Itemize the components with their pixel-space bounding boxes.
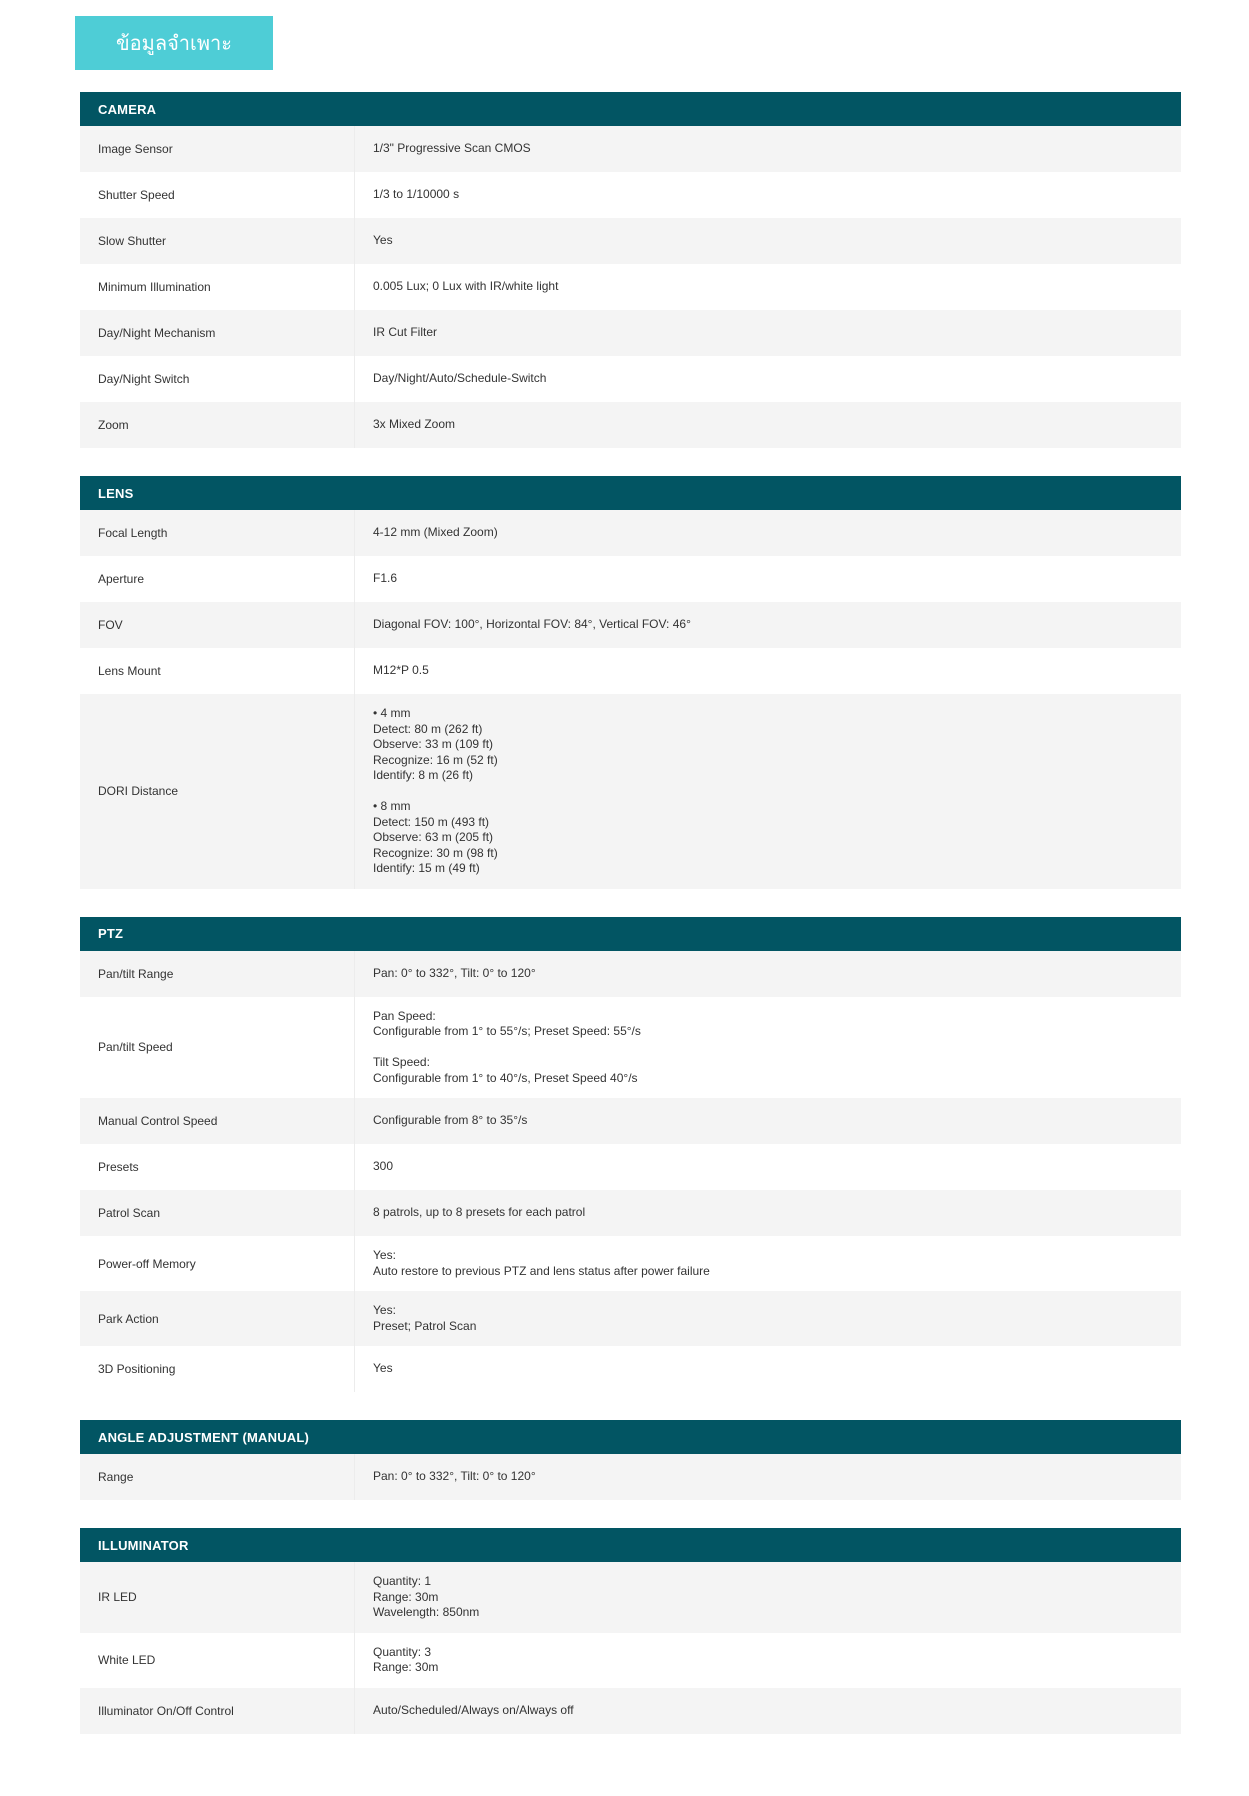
spec-label: Park Action	[80, 1291, 355, 1346]
spec-value-line: Range: 30m	[373, 1660, 439, 1674]
spec-row	[80, 556, 1181, 602]
spec-value-line: Configurable from 8° to 35°/s	[373, 1113, 528, 1128]
spec-label: Focal Length	[80, 510, 355, 556]
spec-value	[355, 218, 1181, 264]
spec-row	[80, 1236, 1181, 1291]
spec-label: White LED	[80, 1633, 355, 1688]
spec-label: Pan/tilt Speed	[80, 997, 355, 1099]
spec-row	[80, 356, 1181, 402]
spec-value-line: Configurable from 1° to 55°/s; Preset Speed: 55°/s	[373, 1024, 641, 1038]
spec-value	[355, 264, 1181, 310]
spec-label: Illuminator On/Off Control	[80, 1688, 355, 1734]
spec-row	[80, 1291, 1181, 1346]
spec-row	[80, 602, 1181, 648]
spec-row	[80, 264, 1181, 310]
spec-label: Presets	[80, 1144, 355, 1190]
spec-value-line: Day/Night/Auto/Schedule-Switch	[373, 371, 547, 386]
spec-value-line: Observe: 63 m (205 ft)	[373, 830, 494, 844]
spec-value	[355, 1633, 1181, 1688]
spec-value-line: M12*P 0.5	[373, 663, 429, 678]
spec-value	[355, 310, 1181, 356]
spec-label: IR LED	[80, 1562, 355, 1633]
spec-tab-label: ข้อมูลจำเพาะ	[115, 31, 233, 55]
spec-label: Image Sensor	[80, 126, 355, 172]
spec-value	[355, 1236, 1181, 1291]
spec-row	[80, 510, 1181, 556]
spec-value	[355, 356, 1181, 402]
spec-section	[80, 917, 1181, 1393]
spec-value-line: Yes	[373, 1361, 393, 1376]
spec-label: Patrol Scan	[80, 1190, 355, 1236]
spec-value-line: Identify: 8 m (26 ft)	[373, 768, 474, 782]
spec-label: Aperture	[80, 556, 355, 602]
spec-value	[355, 1098, 1181, 1144]
spec-value	[355, 172, 1181, 218]
spec-row	[80, 1688, 1181, 1734]
spec-value	[355, 1144, 1181, 1190]
spec-value-line: Auto restore to previous PTZ and lens status after power failure	[373, 1263, 710, 1278]
spec-value	[355, 1562, 1181, 1633]
spec-value-line: 0.005 Lux; 0 Lux with IR/white light	[373, 279, 559, 294]
spec-label: Power-off Memory	[80, 1236, 355, 1291]
spec-value-line: 1/3 to 1/10000 s	[373, 187, 460, 202]
section-header: PTZ	[80, 917, 1181, 951]
spec-value-line: Tilt Speed:	[373, 1055, 430, 1069]
section-header: LENS	[80, 476, 1181, 510]
spec-value	[355, 951, 1181, 997]
spec-label: FOV	[80, 602, 355, 648]
spec-value	[355, 997, 1181, 1099]
spec-value	[355, 1291, 1181, 1346]
spec-row	[80, 648, 1181, 694]
spec-value-line: Yes:	[373, 1248, 396, 1262]
spec-label: Shutter Speed	[80, 172, 355, 218]
spec-label: Zoom	[80, 402, 355, 448]
spec-value	[355, 1190, 1181, 1236]
spec-value	[355, 602, 1181, 648]
spec-label: Range	[80, 1454, 355, 1500]
spec-value	[355, 510, 1181, 556]
spec-section	[80, 1528, 1181, 1734]
spec-label: Pan/tilt Range	[80, 951, 355, 997]
spec-value	[355, 1688, 1181, 1734]
spec-value-line: 300	[373, 1159, 394, 1174]
spec-value	[355, 1454, 1181, 1500]
spec-row	[80, 997, 1181, 1099]
spec-value-line	[373, 1040, 1163, 1056]
spec-row	[80, 694, 1181, 889]
spec-value	[355, 556, 1181, 602]
spec-value	[355, 648, 1181, 694]
spec-label: Day/Night Mechanism	[80, 310, 355, 356]
spec-value-line: Range: 30m	[373, 1589, 439, 1604]
spec-label: Lens Mount	[80, 648, 355, 694]
spec-row	[80, 310, 1181, 356]
spec-value-line: F1.6	[373, 571, 398, 586]
section-header: CAMERA	[80, 92, 1181, 126]
spec-value-line: Preset; Patrol Scan	[373, 1318, 477, 1333]
spec-label: Manual Control Speed	[80, 1098, 355, 1144]
spec-table	[80, 92, 1181, 1762]
spec-value-line: Wavelength: 850nm	[373, 1605, 480, 1619]
spec-row	[80, 1346, 1181, 1392]
spec-row	[80, 951, 1181, 997]
spec-row	[80, 1144, 1181, 1190]
spec-value-line: Configurable from 1° to 40°/s, Preset Speed 40°/s	[373, 1070, 638, 1085]
spec-value-line: 4-12 mm (Mixed Zoom)	[373, 525, 498, 540]
spec-value-line: Observe: 33 m (109 ft)	[373, 737, 494, 751]
spec-value-line: Pan Speed:	[373, 1008, 436, 1023]
spec-value-line: Recognize: 30 m (98 ft)	[373, 845, 498, 860]
spec-row	[80, 1633, 1181, 1688]
spec-value-line: • 4 mm	[373, 706, 411, 720]
spec-value-line: Detect: 150 m (493 ft)	[373, 814, 490, 829]
spec-value-line: Quantity: 3	[373, 1644, 432, 1659]
spec-value-line: Yes:	[373, 1303, 396, 1317]
spec-row	[80, 402, 1181, 448]
spec-value-line: Identify: 15 m (49 ft)	[373, 861, 480, 875]
spec-value-line: Pan: 0° to 332°, Tilt: 0° to 120°	[373, 1469, 536, 1484]
spec-value	[355, 402, 1181, 448]
spec-row	[80, 172, 1181, 218]
spec-value-line: Detect: 80 m (262 ft)	[373, 721, 483, 736]
spec-row	[80, 218, 1181, 264]
section-header: ILLUMINATOR	[80, 1528, 1181, 1562]
spec-row	[80, 1454, 1181, 1500]
spec-value-line: IR Cut Filter	[373, 325, 438, 340]
spec-label: Minimum Illumination	[80, 264, 355, 310]
spec-value-line: Diagonal FOV: 100°, Horizontal FOV: 84°, Vertical FOV: 46°	[373, 617, 691, 632]
spec-row	[80, 1562, 1181, 1633]
spec-value	[355, 1346, 1181, 1392]
spec-section	[80, 92, 1181, 448]
spec-label: DORI Distance	[80, 694, 355, 889]
spec-value-line: 3x Mixed Zoom	[373, 417, 456, 432]
spec-label: 3D Positioning	[80, 1346, 355, 1392]
spec-value-line: Quantity: 1	[373, 1574, 432, 1588]
spec-value	[355, 694, 1181, 889]
spec-value-line	[373, 784, 1163, 800]
spec-value-line: Auto/Scheduled/Always on/Always off	[373, 1702, 574, 1717]
section-header: ANGLE ADJUSTMENT (MANUAL)	[80, 1420, 1181, 1454]
spec-row	[80, 126, 1181, 172]
spec-label: Day/Night Switch	[80, 356, 355, 402]
spec-tab[interactable]	[75, 16, 273, 70]
spec-value-line: • 8 mm	[373, 799, 411, 813]
spec-value-line: Yes	[373, 233, 393, 248]
spec-value-line: 8 patrols, up to 8 presets for each patrol	[373, 1205, 586, 1220]
spec-row	[80, 1098, 1181, 1144]
spec-section	[80, 476, 1181, 889]
spec-value-line: 1/3" Progressive Scan CMOS	[373, 141, 531, 156]
spec-row	[80, 1190, 1181, 1236]
spec-value-line: Pan: 0° to 332°, Tilt: 0° to 120°	[373, 965, 536, 980]
spec-value	[355, 126, 1181, 172]
spec-label: Slow Shutter	[80, 218, 355, 264]
spec-section	[80, 1420, 1181, 1500]
spec-value-line: Recognize: 16 m (52 ft)	[373, 752, 498, 767]
